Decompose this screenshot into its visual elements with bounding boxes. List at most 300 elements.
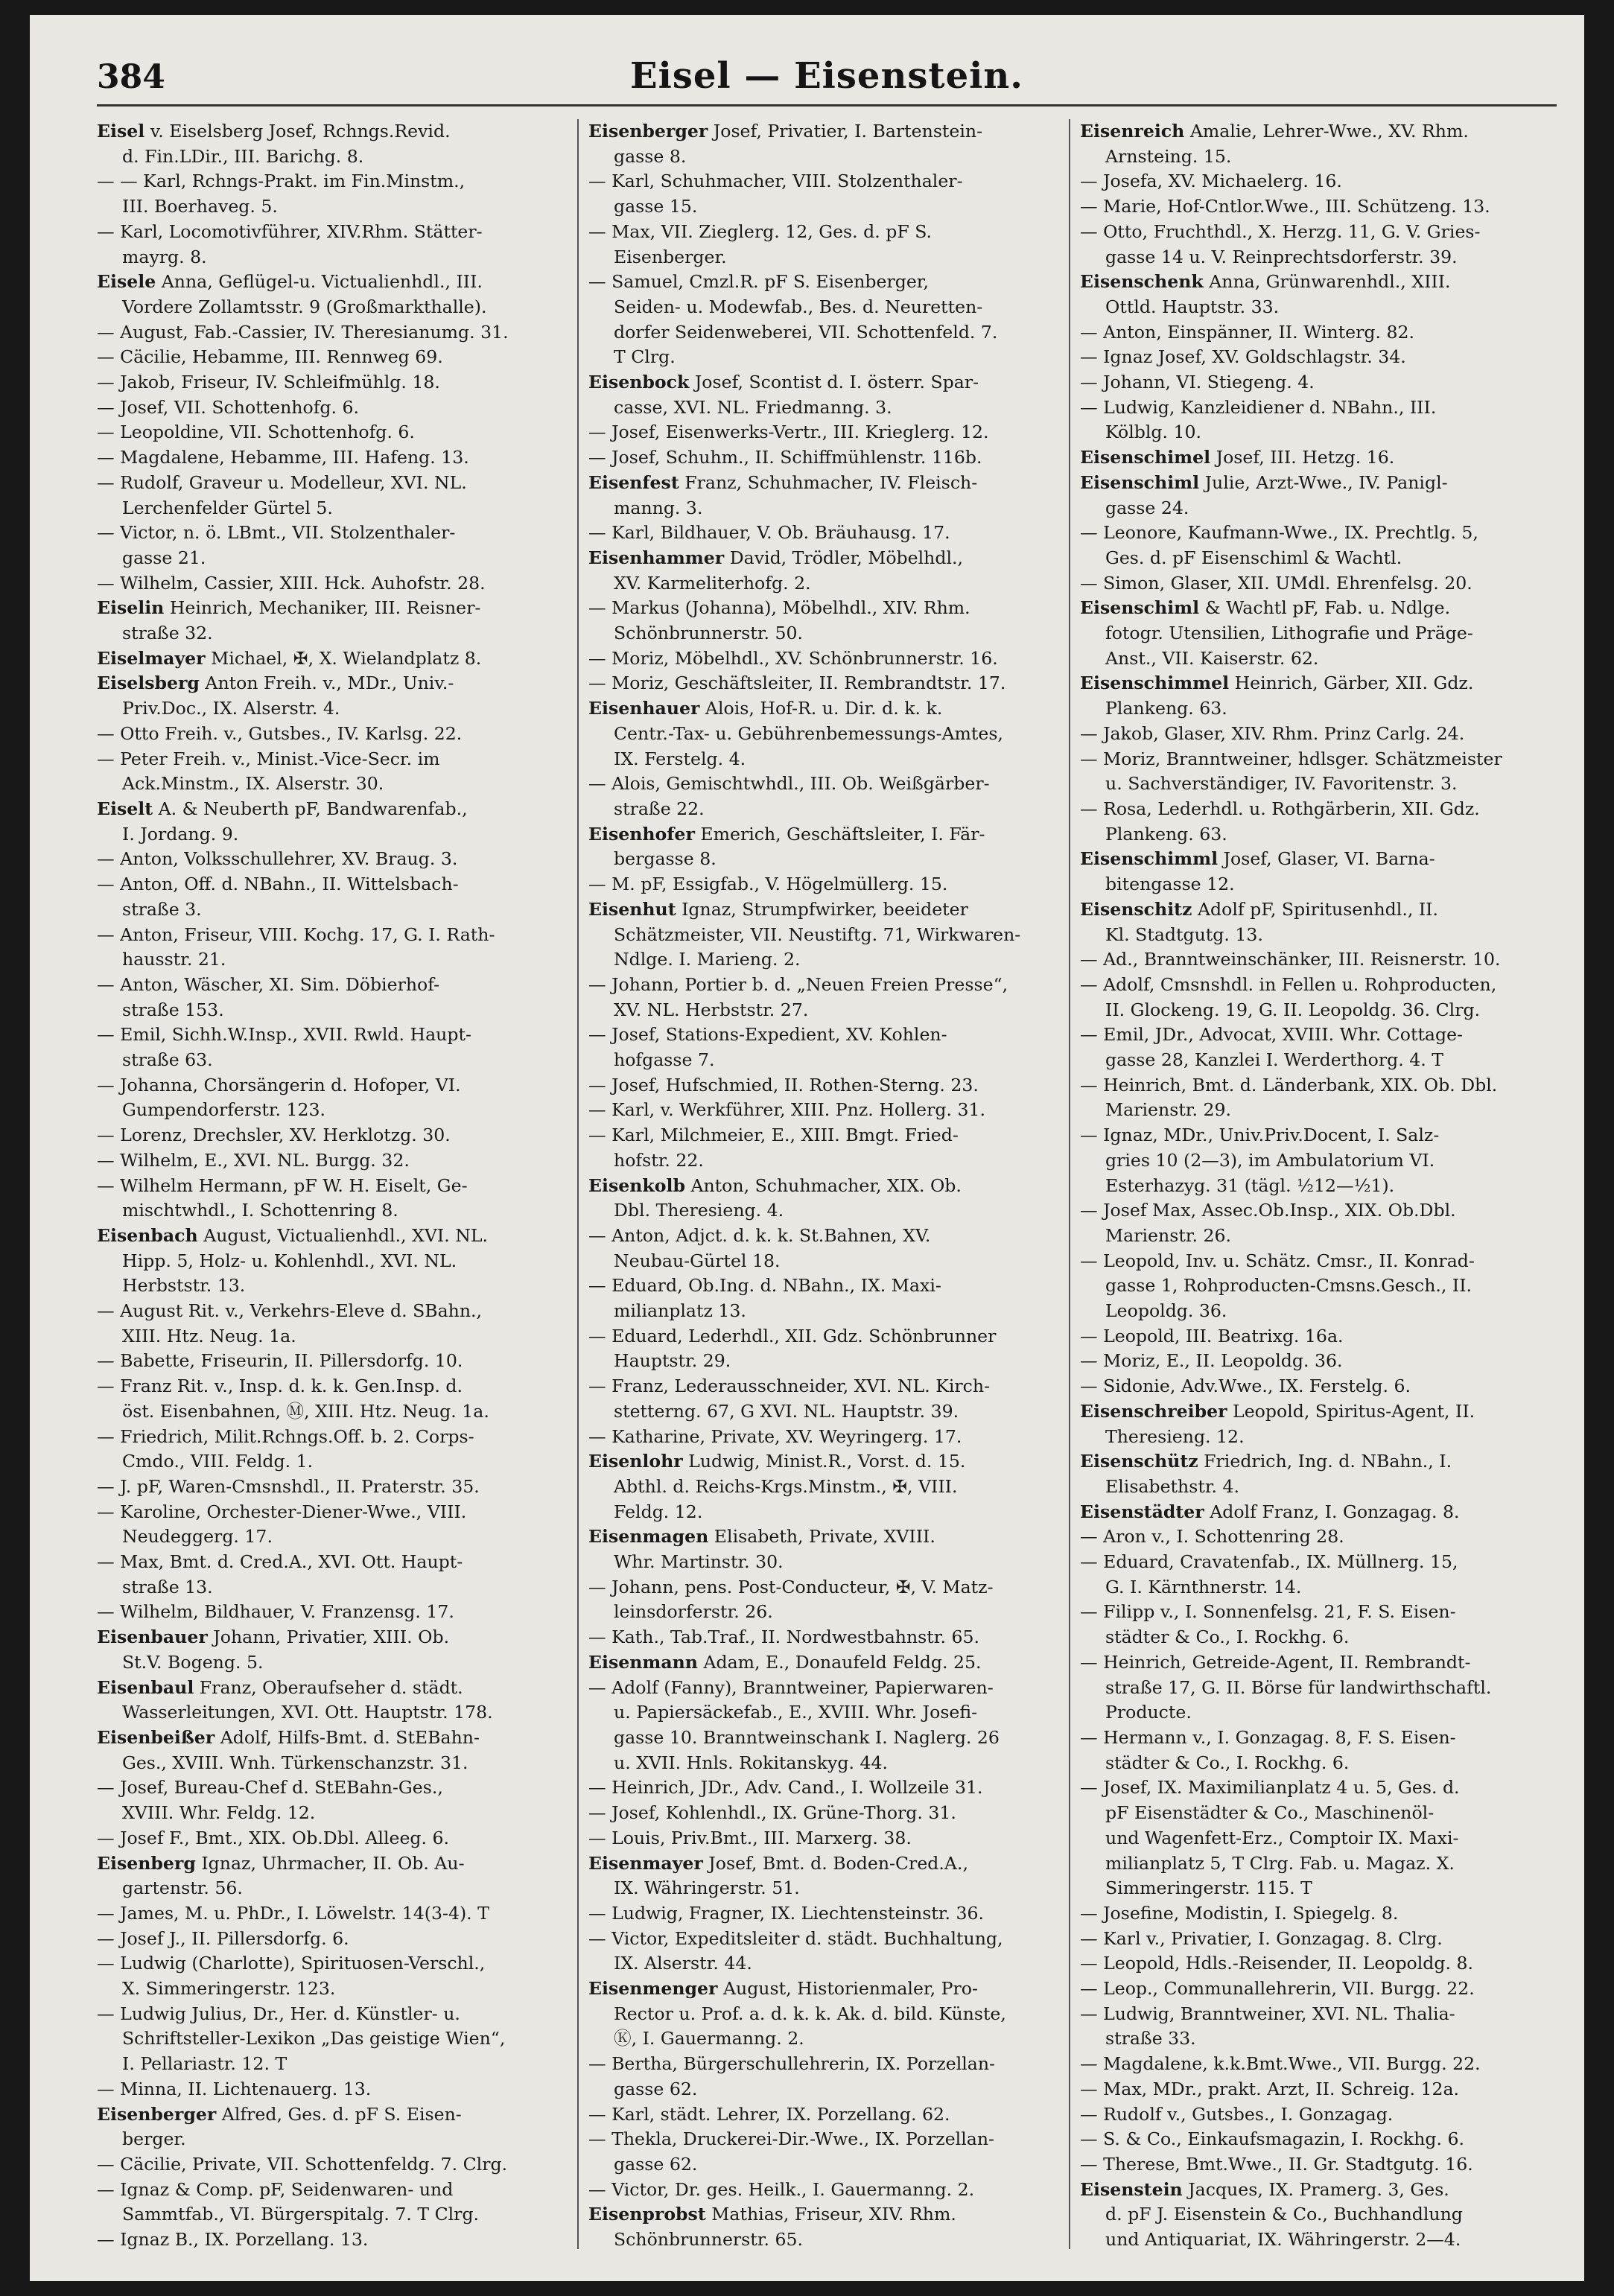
entry-line: — Alois, Gemischtwhdl., III. Ob. Weißgärber- (588, 773, 990, 795)
surname: Eisenschreiber (1080, 1400, 1227, 1422)
entry-line: — Heinrich, Bmt. d. Länderbank, XIX. Ob. Dbl. (1080, 1074, 1498, 1095)
entry-line: — Cäcilie, Private, VII. Schottenfeldg. 7. Clrg. (97, 2153, 508, 2175)
entry-line: — Franz Rit. v., Insp. d. k. k. Gen.Insp. d. (97, 1376, 463, 1397)
entry-line: — Josef F., Bmt., XIX. Ob.Dbl. Alleeg. 6. (97, 1827, 450, 1848)
entry-heading-line: Eisenmagen Elisabeth, Private, XVIII. (588, 1526, 935, 1548)
entry-line: hofstr. 22. (614, 1149, 704, 1171)
entry-line: gasse 24. (1105, 497, 1189, 518)
surname: Eiselmayer (97, 647, 206, 669)
entry-line: straße 3. (122, 898, 202, 920)
entry-line: — Katharine, Private, XV. Weyringerg. 17. (588, 1425, 962, 1447)
surname: Eisenberger (588, 121, 708, 141)
entry-line: — Josefine, Modistin, I. Spiegelg. 8. (1080, 1902, 1399, 1924)
entry-line: Producte. (1105, 1702, 1192, 1723)
entry-line: — Victor, n. ö. LBmt., VII. Stolzenthaler- (97, 522, 456, 544)
entry-line: IX. Ferstelg. 4. (614, 748, 746, 769)
page-title: Eisel — Eisenstein. (630, 55, 1023, 97)
entry-line: — Minna, II. Lichtenauerg. 13. (97, 2078, 372, 2099)
entry-line: — Ignaz B., IX. Porzellang. 13. (97, 2229, 369, 2251)
entry-line: berger. (122, 2128, 186, 2150)
entry-line: dorfer Seidenweberei, VII. Schottenfeld. 7. (614, 321, 998, 343)
entry-heading-line: Eiselmayer Michael, ✠, X. Wielandplatz 8. (97, 647, 482, 669)
entry-line: — Karl, Milchmeier, E., XIII. Bmgt. Fried- (588, 1125, 959, 1146)
entry-line: — August Rit. v., Verkehrs-Eleve d. SBahn., (97, 1300, 483, 1322)
entry-heading-line: Eisenbaul Franz, Oberaufseher d. städt. (97, 1676, 463, 1698)
entry-line: u. Sachverständiger, IV. Favoritenstr. 3. (1105, 773, 1458, 795)
entry-line: — Simon, Glaser, XII. UMdl. Ehrenfelsg. 20. (1080, 572, 1472, 594)
entry-line: u. Papiersäckefab., E., XVIII. Whr. Josefi- (614, 1702, 978, 1723)
entry-line: — Rosa, Lederhdl. u. Rothgärberin, XII. Gdz. (1080, 798, 1480, 819)
surname: Eisenmann (588, 1651, 698, 1673)
entry-line: Cmdo., VIII. Feldg. 1. (122, 1451, 314, 1472)
entry-heading-line: Eisenkolb Anton, Schuhmacher, XIX. Ob. (588, 1174, 962, 1196)
entry-heading-line: Eisenbeißer Adolf, Hilfs-Bmt. d. StEBahn- (97, 1727, 480, 1748)
entry-line: pF Eisenstädter & Co., Maschinenöl- (1105, 1802, 1435, 1824)
entry-line: Centr.-Tax- u. Gebührenbemessungs-Amtes, (614, 722, 1003, 744)
entry-line: — Ludwig, Fragner, IX. Liechtensteinstr. 36. (588, 1902, 984, 1924)
surname: Eisenstein (1080, 2178, 1183, 2200)
entry-heading-line: Eisel v. Eiselsberg Josef, Rchngs.Revid. (97, 121, 451, 141)
surname: Eisenschenk (1080, 271, 1204, 293)
entry-heading-line: Eisenmayer Josef, Bmt. d. Boden-Cred.A., (588, 1852, 968, 1874)
entry-line: straße 63. (122, 1049, 213, 1071)
page-number: 384 (97, 58, 165, 96)
surname: Eisenstädter (1080, 1501, 1204, 1522)
entry-heading-line: Eisenschreiber Leopold, Spiritus-Agent, II. (1080, 1400, 1475, 1422)
entry-line: — Markus (Johanna), Möbelhdl., XIV. Rhm. (588, 597, 970, 619)
entry-line: — James, M. u. PhDr., I. Löwelstr. 14(3-4). T (97, 1902, 489, 1924)
surname: Eisenbach (97, 1224, 198, 1246)
entry-line: — Thekla, Druckerei-Dir.-Wwe., IX. Porzellan- (588, 2128, 994, 2150)
entry-line: — Jakob, Friseur, IV. Schleifmühlg. 18. (97, 372, 440, 393)
entry-line: milianplatz 13. (614, 1300, 746, 1322)
entry-line: — Eduard, Lederhdl., XII. Gdz. Schönbrunner (588, 1325, 997, 1346)
entry-line: — Karl, Bildhauer, V. Ob. Bräuhausg. 17. (588, 522, 950, 544)
entry-line: — Leop., Communallehrerin, VII. Burgg. 22. (1080, 1978, 1475, 2000)
column-divider (1069, 119, 1070, 2249)
entry-line: — Magdalene, Hebamme, III. Hafeng. 13. (97, 447, 469, 468)
entry-line: — Anton, Einspänner, II. Winterg. 82. (1080, 321, 1415, 343)
surname: Eiselin (97, 597, 165, 619)
entry-line: — Karl, städt. Lehrer, IX. Porzellang. 62. (588, 2103, 950, 2125)
entry-heading-line: Eisele Anna, Geflügel-u. Victualienhdl., III. (97, 271, 483, 293)
entry-line: — Heinrich, JDr., Adv. Cand., I. Wollzeile 31. (588, 1777, 983, 1799)
entry-line: — Josef, IX. Maximilianplatz 4 u. 5, Ges. d. (1080, 1777, 1460, 1799)
entry-line: — Friedrich, Milit.Rchngs.Off. b. 2. Corps- (97, 1425, 474, 1447)
entry-line: XIII. Htz. Neug. 1a. (122, 1325, 296, 1346)
entry-line: — Ludwig (Charlotte), Spirituosen-Verschl., (97, 1953, 486, 1974)
entry-line: Sammtfab., VI. Bürgerspitalg. 7. T Clrg. (122, 2204, 480, 2225)
entry-line: Feldg. 12. (614, 1501, 703, 1522)
entry-line: gasse 8. (614, 145, 687, 167)
entry-line: Ndlge. I. Marieng. 2. (614, 949, 801, 970)
entry-line: öst. Eisenbahnen, Ⓜ, XIII. Htz. Neug. 1a. (122, 1400, 489, 1422)
surname: Eisenhammer (588, 547, 725, 568)
entry-heading-line: Eisenbock Josef, Scontist d. I. österr. Spar- (588, 372, 979, 393)
entry-line: — Victor, Expeditsleiter d. städt. Buchhaltung, (588, 1927, 1003, 1949)
entry-heading-line: Eiselt A. & Neuberth pF, Bandwarenfab., (97, 798, 468, 819)
entry-line: gasse 10. Branntweinschank I. Naglerg. 26 (614, 1727, 1000, 1748)
entry-line: Whr. Martinstr. 30. (614, 1551, 784, 1573)
entry-line: Vordere Zollamtsstr. 9 (Großmarkthalle). (122, 296, 487, 317)
entry-line: — Sidonie, Adv.Wwe., IX. Ferstelg. 6. (1080, 1376, 1411, 1397)
surname: Eiselt (97, 798, 153, 819)
entry-line: straße 17, G. II. Börse für landwirthschaftl. (1105, 1676, 1492, 1698)
entry-line: Plankeng. 63. (1105, 698, 1227, 719)
entry-line: Plankeng. 63. (1105, 823, 1227, 845)
entry-line: — Moriz, Geschäftsleiter, II. Rembrandtstr. 17. (588, 672, 1006, 694)
entry-line: u. XVII. Hnls. Rokitanskyg. 44. (614, 1752, 889, 1773)
entry-line: Arnsteing. 15. (1105, 145, 1232, 167)
entry-line: — Karl, Schuhmacher, VIII. Stolzenthaler- (588, 171, 963, 192)
entry-line: hausstr. 21. (122, 949, 226, 970)
entry-line: XV. Karmeliterhofg. 2. (614, 572, 811, 594)
surname: Eisenschiml (1080, 597, 1200, 619)
entry-line: casse, XVI. NL. Friedmanng. 3. (614, 396, 892, 418)
entry-line: IX. Währingerstr. 51. (614, 1877, 800, 1899)
entry-line: Eisenberger. (614, 246, 727, 267)
entry-line: XV. NL. Herbststr. 27. (614, 999, 809, 1020)
entry-line: — Jakob, Glaser, XIV. Rhm. Prinz Carlg. 24. (1080, 722, 1465, 744)
entry-line: Ⓚ, I. Gauermanng. 2. (614, 2028, 804, 2049)
entry-line: Elisabethstr. 4. (1105, 1475, 1240, 1497)
entry-line: — Max, VII. Zieglerg. 12, Ges. d. pF S. (588, 220, 933, 242)
page-header (97, 55, 1557, 103)
entry-line: — Josef J., II. Pillersdorfg. 6. (97, 1927, 349, 1949)
surname: Eisenbeißer (97, 1727, 215, 1748)
surname: Eisenhofer (588, 823, 695, 845)
entry-line: II. Glockeng. 19, G. II. Leopoldg. 36. Clrg. (1105, 999, 1481, 1020)
entry-line: Priv.Doc., IX. Alserstr. 4. (122, 698, 340, 719)
surname: Eisenbock (588, 372, 690, 393)
surname: Eisenhut (588, 898, 676, 920)
entry-heading-line: Eisenmenger August, Historienmaler, Pro- (588, 1978, 978, 2000)
entry-line: und Antiquariat, IX. Währingerstr. 2—4. (1105, 2229, 1461, 2251)
entry-line: Ges., XVIII. Wnh. Türkenschanzstr. 31. (122, 1752, 468, 1773)
entry-line: — Ludwig, Kanzleidiener d. NBahn., III. (1080, 396, 1437, 418)
entry-line: — Wilhelm, Cassier, XIII. Hck. Auhofstr. 28. (97, 572, 486, 594)
entry-line: stetterng. 67, G XVI. NL. Hauptstr. 39. (614, 1400, 959, 1422)
entry-line: — Josef, Eisenwerks-Vertr., III. Krieglerg. 12. (588, 422, 989, 443)
entry-line: Neubau-Gürtel 18. (614, 1250, 781, 1271)
entry-line: — Wilhelm, Bildhauer, V. Franzensg. 17. (97, 1601, 454, 1623)
header-rule (97, 104, 1557, 106)
entry-line: — Josef, Kohlenhdl., IX. Grüne-Thorg. 31. (588, 1802, 956, 1824)
entry-line: — Wilhelm, E., XVI. NL. Burgg. 32. (97, 1149, 410, 1171)
entry-heading-line: Eisenschimml Josef, Glaser, VI. Barna- (1080, 848, 1435, 870)
entry-line: — Emil, Sichh.W.Insp., XVII. Rwld. Haupt- (97, 1024, 471, 1046)
entry-line: — Johann, pens. Post-Conducteur, ✠, V. Matz- (588, 1576, 994, 1597)
entry-line: — Hermann v., I. Gonzagag. 8, F. S. Eisen- (1080, 1727, 1456, 1748)
entry-line: d. Fin.LDir., III. Barichg. 8. (122, 145, 364, 167)
surname: Eisenbaul (97, 1676, 194, 1698)
entry-line: — Ludwig Julius, Dr., Her. d. Künstler- u. (97, 2003, 460, 2024)
entry-heading-line: Eisenberger Josef, Privatier, I. Bartenstein- (588, 121, 983, 141)
entry-line: — Ad., Branntweinschänker, III. Reisnerstr. 10. (1080, 949, 1501, 970)
entry-line: Gumpendorferstr. 123. (122, 1099, 326, 1121)
column-1 (97, 119, 566, 2264)
entry-line: — Karl v., Privatier, I. Gonzagag. 8. Clrg. (1080, 1927, 1443, 1949)
entry-line: straße 13. (122, 1576, 213, 1597)
entry-line: und Wagenfett-Erz., Comptoir IX. Maxi- (1105, 1827, 1459, 1848)
entry-line: — Lorenz, Drechsler, XV. Herklotzg. 30. (97, 1125, 451, 1146)
entry-line: milianplatz 5, T Clrg. Fab. u. Magaz. X. (1105, 1852, 1455, 1874)
entry-line: — Wilhelm Hermann, pF W. H. Eiselt, Ge- (97, 1174, 468, 1196)
entry-line: hofgasse 7. (614, 1049, 715, 1071)
entry-line: Marienstr. 26. (1105, 1224, 1232, 1246)
entry-line: — S. & Co., Einkaufsmagazin, I. Rockhg. 6. (1080, 2128, 1465, 2150)
entry-line: — Ludwig, Branntweiner, XVI. NL. Thalia- (1080, 2003, 1455, 2024)
entry-line: — Samuel, Cmzl.R. pF S. Eisenberger, (588, 271, 929, 293)
surname: Eisele (97, 271, 156, 293)
entry-line: — Anton, Volksschullehrer, XV. Braug. 3. (97, 848, 458, 870)
entry-line: Schönbrunnerstr. 50. (614, 623, 803, 644)
surname: Eisenberg (97, 1852, 196, 1874)
entry-line: Esterhazyg. 31 (tägl. ½12—½1). (1105, 1174, 1395, 1196)
entry-line: — Eduard, Ob.Ing. d. NBahn., IX. Maxi- (588, 1275, 941, 1297)
entry-line: — Rudolf v., Gutsbes., I. Gonzagag. (1080, 2103, 1394, 2125)
entry-line: — J. pF, Waren-Cmsnshdl., II. Praterstr. 35. (97, 1475, 480, 1497)
entry-line: — Cäcilie, Hebamme, III. Rennweg 69. (97, 346, 443, 368)
column-divider (577, 119, 579, 2249)
entry-heading-line: Eisenlohr Ludwig, Minist.R., Vorst. d. 15. (588, 1451, 966, 1472)
entry-line: — Bertha, Bürgerschullehrerin, IX. Porzellan- (588, 2053, 996, 2075)
column-2 (588, 119, 1058, 2264)
entry-line: — Josef Max, Assec.Ob.Insp., XIX. Ob.Dbl. (1080, 1200, 1456, 1221)
entry-heading-line: Eisenschenk Anna, Grünwarenhdl., XIII. (1080, 271, 1451, 293)
entry-line: — Rudolf, Graveur u. Modelleur, XVI. NL. (97, 471, 467, 493)
entry-line: mischtwhdl., I. Schottenring 8. (122, 1200, 398, 1221)
entry-line: — Otto Freih. v., Gutsbes., IV. Karlsg. 22. (97, 722, 463, 744)
entry-line: — Adolf (Fanny), Branntweiner, Papierwaren- (588, 1676, 994, 1698)
entry-heading-line: Eisenreich Amalie, Lehrer-Wwe., XV. Rhm. (1080, 121, 1469, 141)
column-3 (1080, 119, 1549, 2264)
surname: Eisenmenger (588, 1978, 718, 2000)
entry-heading-line: Eisenbauer Johann, Privatier, XIII. Ob. (97, 1626, 450, 1648)
entry-line: — Leopold, Inv. u. Schätz. Cmsr., II. Konrad- (1080, 1250, 1475, 1271)
surname: Eisenmagen (588, 1526, 709, 1548)
entry-line: — Anton, Off. d. NBahn., II. Wittelsbach- (97, 874, 459, 895)
entry-line: — Kath., Tab.Traf., II. Nordwestbahnstr. 65. (588, 1626, 979, 1648)
entry-heading-line: Eisenhut Ignaz, Strumpfwirker, beeideter (588, 898, 968, 920)
entry-line: — Karoline, Orchester-Diener-Wwe., VIII. (97, 1501, 467, 1522)
entry-line: — — Karl, Rchngs-Prakt. im Fin.Minstm., (97, 171, 466, 192)
entry-line: straße 22. (614, 798, 705, 819)
entry-heading-line: Eisenstädter Adolf Franz, I. Gonzagag. 8. (1080, 1501, 1460, 1522)
entry-line: städter & Co., I. Rockhg. 6. (1105, 1752, 1350, 1773)
entry-line: Hauptstr. 29. (614, 1350, 731, 1372)
surname: Eisenbauer (97, 1626, 208, 1648)
entry-line: Neudeggerg. 17. (122, 1526, 273, 1548)
entry-line: — Louis, Priv.Bmt., III. Marxerg. 38. (588, 1827, 912, 1848)
entry-line: — Josefa, XV. Michaelerg. 16. (1080, 171, 1342, 192)
surname: Eiselsberg (97, 672, 200, 694)
entry-line: — Adolf, Cmsnshdl. in Fellen u. Rohproducten, (1080, 973, 1497, 995)
entry-line: I. Pellariastr. 12. T (122, 2053, 287, 2075)
entry-line: Wasserleitungen, XVI. Ott. Hauptstr. 178. (122, 1702, 493, 1723)
entry-line: Abthl. d. Reichs-Krgs.Minstm., ✠, VIII. (614, 1475, 958, 1497)
entry-line: manng. 3. (614, 497, 703, 518)
entry-line: — Ignaz Josef, XV. Goldschlagstr. 34. (1080, 346, 1406, 368)
entry-line: gartenstr. 56. (122, 1877, 243, 1899)
entry-line: Herbststr. 13. (122, 1275, 246, 1297)
entry-line: Leopoldg. 36. (1105, 1300, 1227, 1322)
entry-line: — Moriz, Möbelhdl., XV. Schönbrunnerstr. 16. (588, 647, 998, 669)
entry-line: — Karl, Locomotivführer, XIV.Rhm. Stätter- (97, 220, 483, 242)
surname: Eisenschimel (1080, 447, 1211, 468)
entry-line: X. Simmeringerstr. 123. (122, 1978, 336, 2000)
entry-line: — Josef, Schuhm., II. Schiffmühlenstr. 116b. (588, 447, 982, 468)
entry-line: — Anton, Adjct. d. k. k. St.Bahnen, XV. (588, 1224, 931, 1246)
entry-line: bitengasse 12. (1105, 874, 1235, 895)
entry-heading-line: Eisenmann Adam, E., Donaufeld Feldg. 25. (588, 1651, 982, 1673)
entry-line: — Victor, Dr. ges. Heilk., I. Gauermanng. 2. (588, 2178, 975, 2200)
entry-heading-line: Eiselin Heinrich, Mechaniker, III. Reisner- (97, 597, 481, 619)
entry-line: — Josef, Stations-Expedient, XV. Kohlen- (588, 1024, 947, 1046)
entry-line: Ottld. Hauptstr. 33. (1105, 296, 1280, 317)
entry-line: Schriftsteller-Lexikon „Das geistige Wien“, (122, 2028, 506, 2049)
entry-heading-line: Eisenschimmel Heinrich, Gärber, XII. Gdz. (1080, 672, 1474, 694)
entry-line: d. pF J. Eisenstein & Co., Buchhandlung (1105, 2204, 1463, 2225)
entry-line: leinsdorferstr. 26. (614, 1601, 773, 1623)
entry-line: — Max, Bmt. d. Cred.A., XVI. Ott. Haupt- (97, 1551, 463, 1573)
entry-line: St.V. Bogeng. 5. (122, 1651, 264, 1673)
entry-line: — Johann, Portier b. d. „Neuen Freien Presse“, (588, 973, 1008, 995)
entry-line: straße 32. (122, 623, 213, 644)
entry-line: — Josef, Hufschmied, II. Rothen-Sterng. 23. (588, 1074, 979, 1095)
entry-line: — Max, MDr., prakt. Arzt, II. Schreig. 12a. (1080, 2078, 1460, 2099)
entry-line: — Otto, Fruchthdl., X. Herzg. 11, G. V. Gries- (1080, 220, 1481, 242)
entry-line: G. I. Kärnthnerstr. 14. (1105, 1576, 1302, 1597)
entry-line: bergasse 8. (614, 848, 717, 870)
entry-line: — Ignaz & Comp. pF, Seidenwaren- und (97, 2178, 454, 2200)
entry-line: Schätzmeister, VII. Neustiftg. 71, Wirkwaren- (614, 923, 1021, 945)
entry-line: — Josef, Bureau-Chef d. StEBahn-Ges., (97, 1777, 443, 1799)
entry-line: straße 153. (122, 999, 224, 1020)
entry-line: gasse 14 u. V. Reinprechtsdorferstr. 39. (1105, 246, 1458, 267)
entry-line: — Leonore, Kaufmann-Wwe., IX. Prechtlg. 5, (1080, 522, 1478, 544)
entry-line: Ack.Minstm., IX. Alserstr. 30. (122, 773, 384, 795)
entry-heading-line: Eisenbach August, Victualienhdl., XVI. NL. (97, 1224, 489, 1246)
entry-line: Kölblg. 10. (1105, 422, 1202, 443)
entry-heading-line: Eisenstein Jacques, IX. Pramerg. 3, Ges. (1080, 2178, 1449, 2200)
entry-line: Theresieng. 12. (1105, 1425, 1245, 1447)
entry-line: Ges. d. pF Eisenschiml & Wachtl. (1105, 547, 1402, 568)
entry-line: — Karl, v. Werkführer, XIII. Pnz. Hollerg. 31. (588, 1099, 986, 1121)
entry-line: — Marie, Hof-Cntlor.Wwe., III. Schützeng. 13. (1080, 196, 1490, 217)
surname: Eisenkolb (588, 1174, 685, 1196)
entry-line: gasse 21. (122, 547, 206, 568)
entry-heading-line: Eisenberger Alfred, Ges. d. pF S. Eisen- (97, 2103, 462, 2125)
entry-line: gasse 15. (614, 196, 698, 217)
entry-line: fotogr. Utensilien, Lithografie und Präge- (1105, 623, 1473, 644)
entry-heading-line: Eisenhofer Emerich, Geschäftsleiter, I. Fär- (588, 823, 985, 845)
entry-line: Schönbrunnerstr. 65. (614, 2229, 803, 2251)
entry-line: Dbl. Theresieng. 4. (614, 1200, 784, 1221)
entry-line: gasse 62. (614, 2153, 698, 2175)
entry-heading-line: Eisenhammer David, Trödler, Möbelhdl., (588, 547, 964, 568)
entry-line: — Magdalene, k.k.Bmt.Wwe., VII. Burgg. 22. (1080, 2053, 1481, 2075)
entry-line: städter & Co., I. Rockhg. 6. (1105, 1626, 1350, 1648)
entry-line: Rector u. Prof. a. d. k. k. Ak. d. bild. Künste, (614, 2003, 1006, 2024)
entry-line: Simmeringerstr. 115. T (1105, 1877, 1312, 1899)
entry-line: — Emil, JDr., Advocat, XVIII. Whr. Cottage- (1080, 1024, 1464, 1046)
entry-line: — Filipp v., I. Sonnenfelsg. 21, F. S. Eisen- (1080, 1601, 1456, 1623)
entry-line: — August, Fab.-Cassier, IV. Theresianumg. 31. (97, 321, 509, 343)
surname: Eisenmayer (588, 1852, 703, 1874)
entry-line: Hipp. 5, Holz- u. Kohlenhdl., XVI. NL. (122, 1250, 457, 1271)
surname: Eisenschimml (1080, 848, 1219, 870)
entry-heading-line: Eisenberg Ignaz, Uhrmacher, II. Ob. Au- (97, 1852, 465, 1874)
entry-line: — Leopold, III. Beatrixg. 16a. (1080, 1325, 1344, 1346)
surname: Eisenreich (1080, 121, 1185, 141)
surname: Eisel (97, 121, 145, 141)
entry-line: — M. pF, Essigfab., V. Högelmüllerg. 15. (588, 874, 948, 895)
entry-line: — Ignaz, MDr., Univ.Priv.Docent, I. Salz- (1080, 1125, 1440, 1146)
surname: Eisenschütz (1080, 1451, 1198, 1472)
entry-line: straße 33. (1105, 2028, 1196, 2049)
entry-line: gasse 28, Kanzlei I. Werderthorg. 4. T (1105, 1049, 1443, 1071)
surname: Eisenberger (97, 2103, 217, 2125)
entry-line: — Leopoldine, VII. Schottenhofg. 6. (97, 422, 415, 443)
entry-line: Marienstr. 29. (1105, 1099, 1232, 1121)
entry-line: T Clrg. (614, 346, 676, 368)
surname: Eisenprobst (588, 2204, 706, 2225)
entry-line: — Therese, Bmt.Wwe., II. Gr. Stadtgutg. 16. (1080, 2153, 1473, 2175)
entry-line: — Eduard, Cravatenfab., IX. Müllnerg. 15, (1080, 1551, 1458, 1573)
entry-line: IX. Alserstr. 44. (614, 1953, 752, 1974)
entry-line: — Leopold, Hdls.-Reisender, II. Leopoldg. 8. (1080, 1953, 1474, 1974)
surname: Eisenschimmel (1080, 672, 1230, 694)
entry-heading-line: Eisenschiml & Wachtl pF, Fab. u. Ndlge. (1080, 597, 1451, 619)
entry-line: gasse 1, Rohproducten-Cmsns.Gesch., II. (1105, 1275, 1472, 1297)
surname: Eisenschitz (1080, 898, 1192, 920)
entry-line: III. Boerhaveg. 5. (122, 196, 278, 217)
entry-line: Kl. Stadtgutg. 13. (1105, 923, 1263, 945)
entry-line: gasse 62. (614, 2078, 698, 2099)
entry-heading-line: Eisenhauer Alois, Hof-R. u. Dir. d. k. k. (588, 698, 943, 719)
entry-heading-line: Eiselsberg Anton Freih. v., MDr., Univ.- (97, 672, 454, 694)
entry-line: — Johanna, Chorsängerin d. Hofoper, VI. (97, 1074, 461, 1095)
entry-line: — Heinrich, Getreide-Agent, II. Rembrandt- (1080, 1651, 1471, 1673)
entry-heading-line: Eisenschimel Josef, III. Hetzg. 16. (1080, 447, 1395, 468)
entry-line: — Josef, VII. Schottenhofg. 6. (97, 396, 360, 418)
entry-line: — Peter Freih. v., Minist.-Vice-Secr. im (97, 748, 440, 769)
entry-line: XVIII. Whr. Feldg. 12. (122, 1802, 316, 1824)
entry-line: — Johann, VI. Stiegeng. 4. (1080, 372, 1315, 393)
entry-heading-line: Eisenprobst Mathias, Friseur, XIV. Rhm. (588, 2204, 956, 2225)
entry-line: — Franz, Lederausschneider, XVI. NL. Kirch- (588, 1376, 991, 1397)
entry-heading-line: Eisenschütz Friedrich, Ing. d. NBahn., I. (1080, 1451, 1452, 1472)
entry-line: — Anton, Friseur, VIII. Kochg. 17, G. I. Rath- (97, 923, 495, 945)
entry-line: Seiden- u. Modewfab., Bes. d. Neuretten- (614, 296, 983, 317)
entry-line: Anst., VII. Kaiserstr. 62. (1105, 647, 1319, 669)
entry-line: — Aron v., I. Schottenring 28. (1080, 1526, 1344, 1548)
entry-line: — Moriz, Branntweiner, hdlsger. Schätzmeister (1080, 748, 1502, 769)
entry-heading-line: Eisenschiml Julie, Arzt-Wwe., IV. Panigl- (1080, 471, 1448, 493)
surname: Eisenschiml (1080, 471, 1200, 493)
entry-line: — Babette, Friseurin, II. Pillersdorfg. 10. (97, 1350, 463, 1372)
entry-line: — Anton, Wäscher, XI. Sim. Döbierhof- (97, 973, 440, 995)
entry-line: Lerchenfelder Gürtel 5. (122, 497, 333, 518)
entry-line: mayrg. 8. (122, 246, 207, 267)
entry-heading-line: Eisenfest Franz, Schuhmacher, IV. Fleisch- (588, 471, 978, 493)
entry-line: I. Jordang. 9. (122, 823, 239, 845)
surname: Eisenlohr (588, 1451, 683, 1472)
entry-line: gries 10 (2—3), im Ambulatorium VI. (1105, 1149, 1435, 1171)
entry-heading-line: Eisenschitz Adolf pF, Spiritusenhdl., II. (1080, 898, 1438, 920)
entry-line: — Moriz, E., II. Leopoldg. 36. (1080, 1350, 1343, 1372)
